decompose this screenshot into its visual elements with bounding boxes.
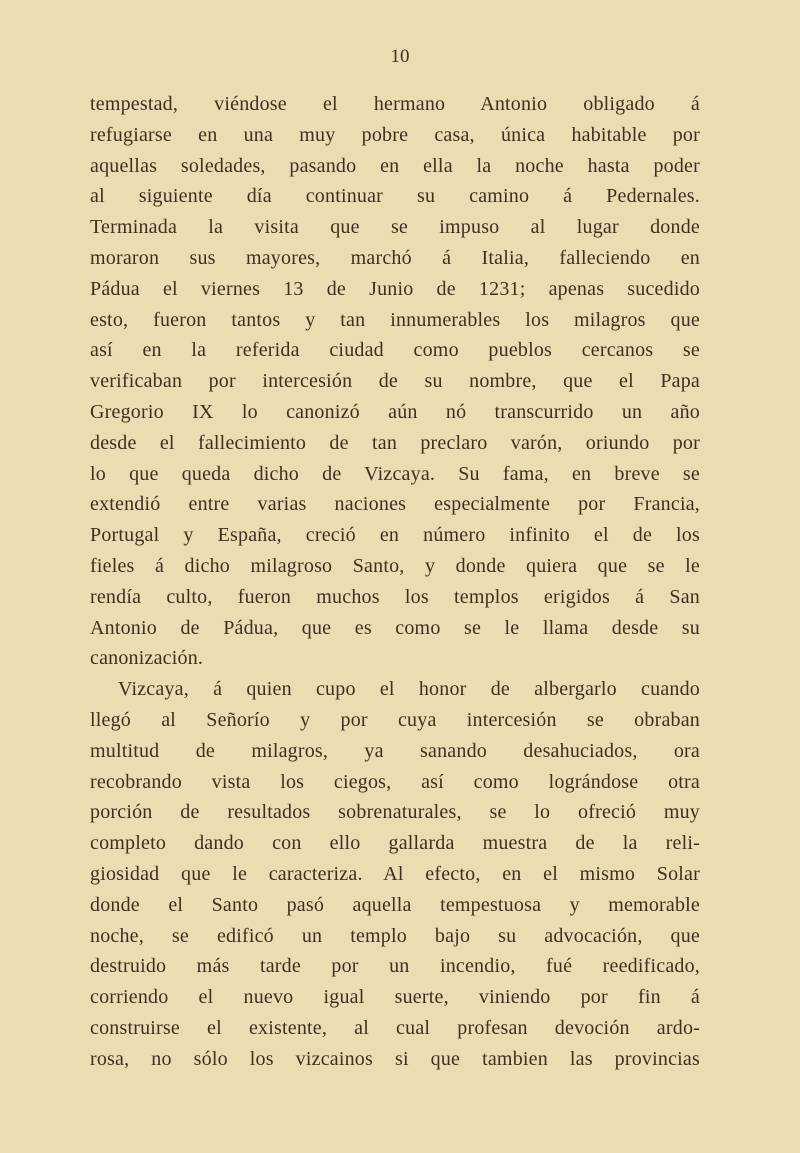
page-number: 10 (390, 46, 410, 67)
text-line: recobrando vista los ciegos, así como lográndose otra (90, 770, 700, 793)
text-line: Gregorio IX lo canonizó aún nó transcurrido un año (90, 400, 700, 423)
text-line: Portugal y España, creció en número infinito el de los (90, 524, 700, 547)
paragraph-1 (90, 89, 700, 674)
text-line: Vizcaya, á quien cupo el honor de albergarlo cuando (118, 678, 700, 701)
text-line: tempestad, viéndose el hermano Antonio obligado á (90, 93, 700, 115)
text-line: verificaban por intercesión de su nombre, que el Papa (90, 370, 700, 393)
text-line: desde el fallecimiento de tan preclaro varón, oriundo por (90, 431, 700, 454)
text-line: rosa, no sólo los vizcainos si que tambien las provincias (90, 1047, 700, 1070)
text-line: porción de resultados sobrenaturales, se lo ofreció muy (90, 801, 700, 824)
paragraph-2 (90, 674, 700, 1074)
text-line: fieles á dicho milagroso Santo, y donde quiera que se le (90, 554, 700, 577)
text-line: moraron sus mayores, marchó á Italia, falleciendo en (90, 246, 700, 269)
text-line: completo dando con ello gallarda muestra de la reli- (90, 832, 700, 855)
text-line: Antonio de Pádua, que es como se le llama desde su (90, 616, 700, 639)
text-line: Terminada la visita que se impuso al lugar donde (90, 216, 700, 239)
text-line: al siguiente día continuar su camino á Pedernales. (90, 185, 700, 208)
text-line: noche, se edificó un templo bajo su advocación, que (90, 924, 700, 947)
text-line: donde el Santo pasó aquella tempestuosa y memorable (90, 893, 700, 916)
text-line: corriendo el nuevo igual suerte, viniendo por fin á (90, 986, 700, 1009)
text-line: refugiarse en una muy pobre casa, única habitable por (90, 123, 700, 146)
text-line: extendió entre varias naciones especialmente por Francia, (90, 493, 700, 516)
text-line: esto, fueron tantos y tan innumerables los milagros que (90, 308, 700, 331)
text-line: multitud de milagros, ya sanando desahuciados, ora (90, 739, 700, 762)
text-line: giosidad que le caracteriza. Al efecto, en el mismo Solar (90, 862, 700, 885)
text-line: así en la referida ciudad como pueblos cercanos se (90, 339, 700, 362)
text-line: Pádua el viernes 13 de Junio de 1231; apenas sucedido (90, 277, 700, 300)
text-line: rendía culto, fueron muchos los templos erigidos á San (90, 585, 700, 608)
body-text (90, 89, 700, 1075)
text-line: llegó al Señorío y por cuya intercesión se obraban (90, 708, 700, 731)
text-line: construirse el existente, al cual profesan devoción ardo- (90, 1016, 700, 1039)
text-line: destruido más tarde por un incendio, fué reedificado, (90, 955, 700, 978)
text-line: lo que queda dicho de Vizcaya. Su fama, en breve se (90, 462, 700, 485)
text-line: canonización. (90, 647, 204, 670)
text-line: aquellas soledades, pasando en ella la noche hasta poder (90, 154, 700, 177)
